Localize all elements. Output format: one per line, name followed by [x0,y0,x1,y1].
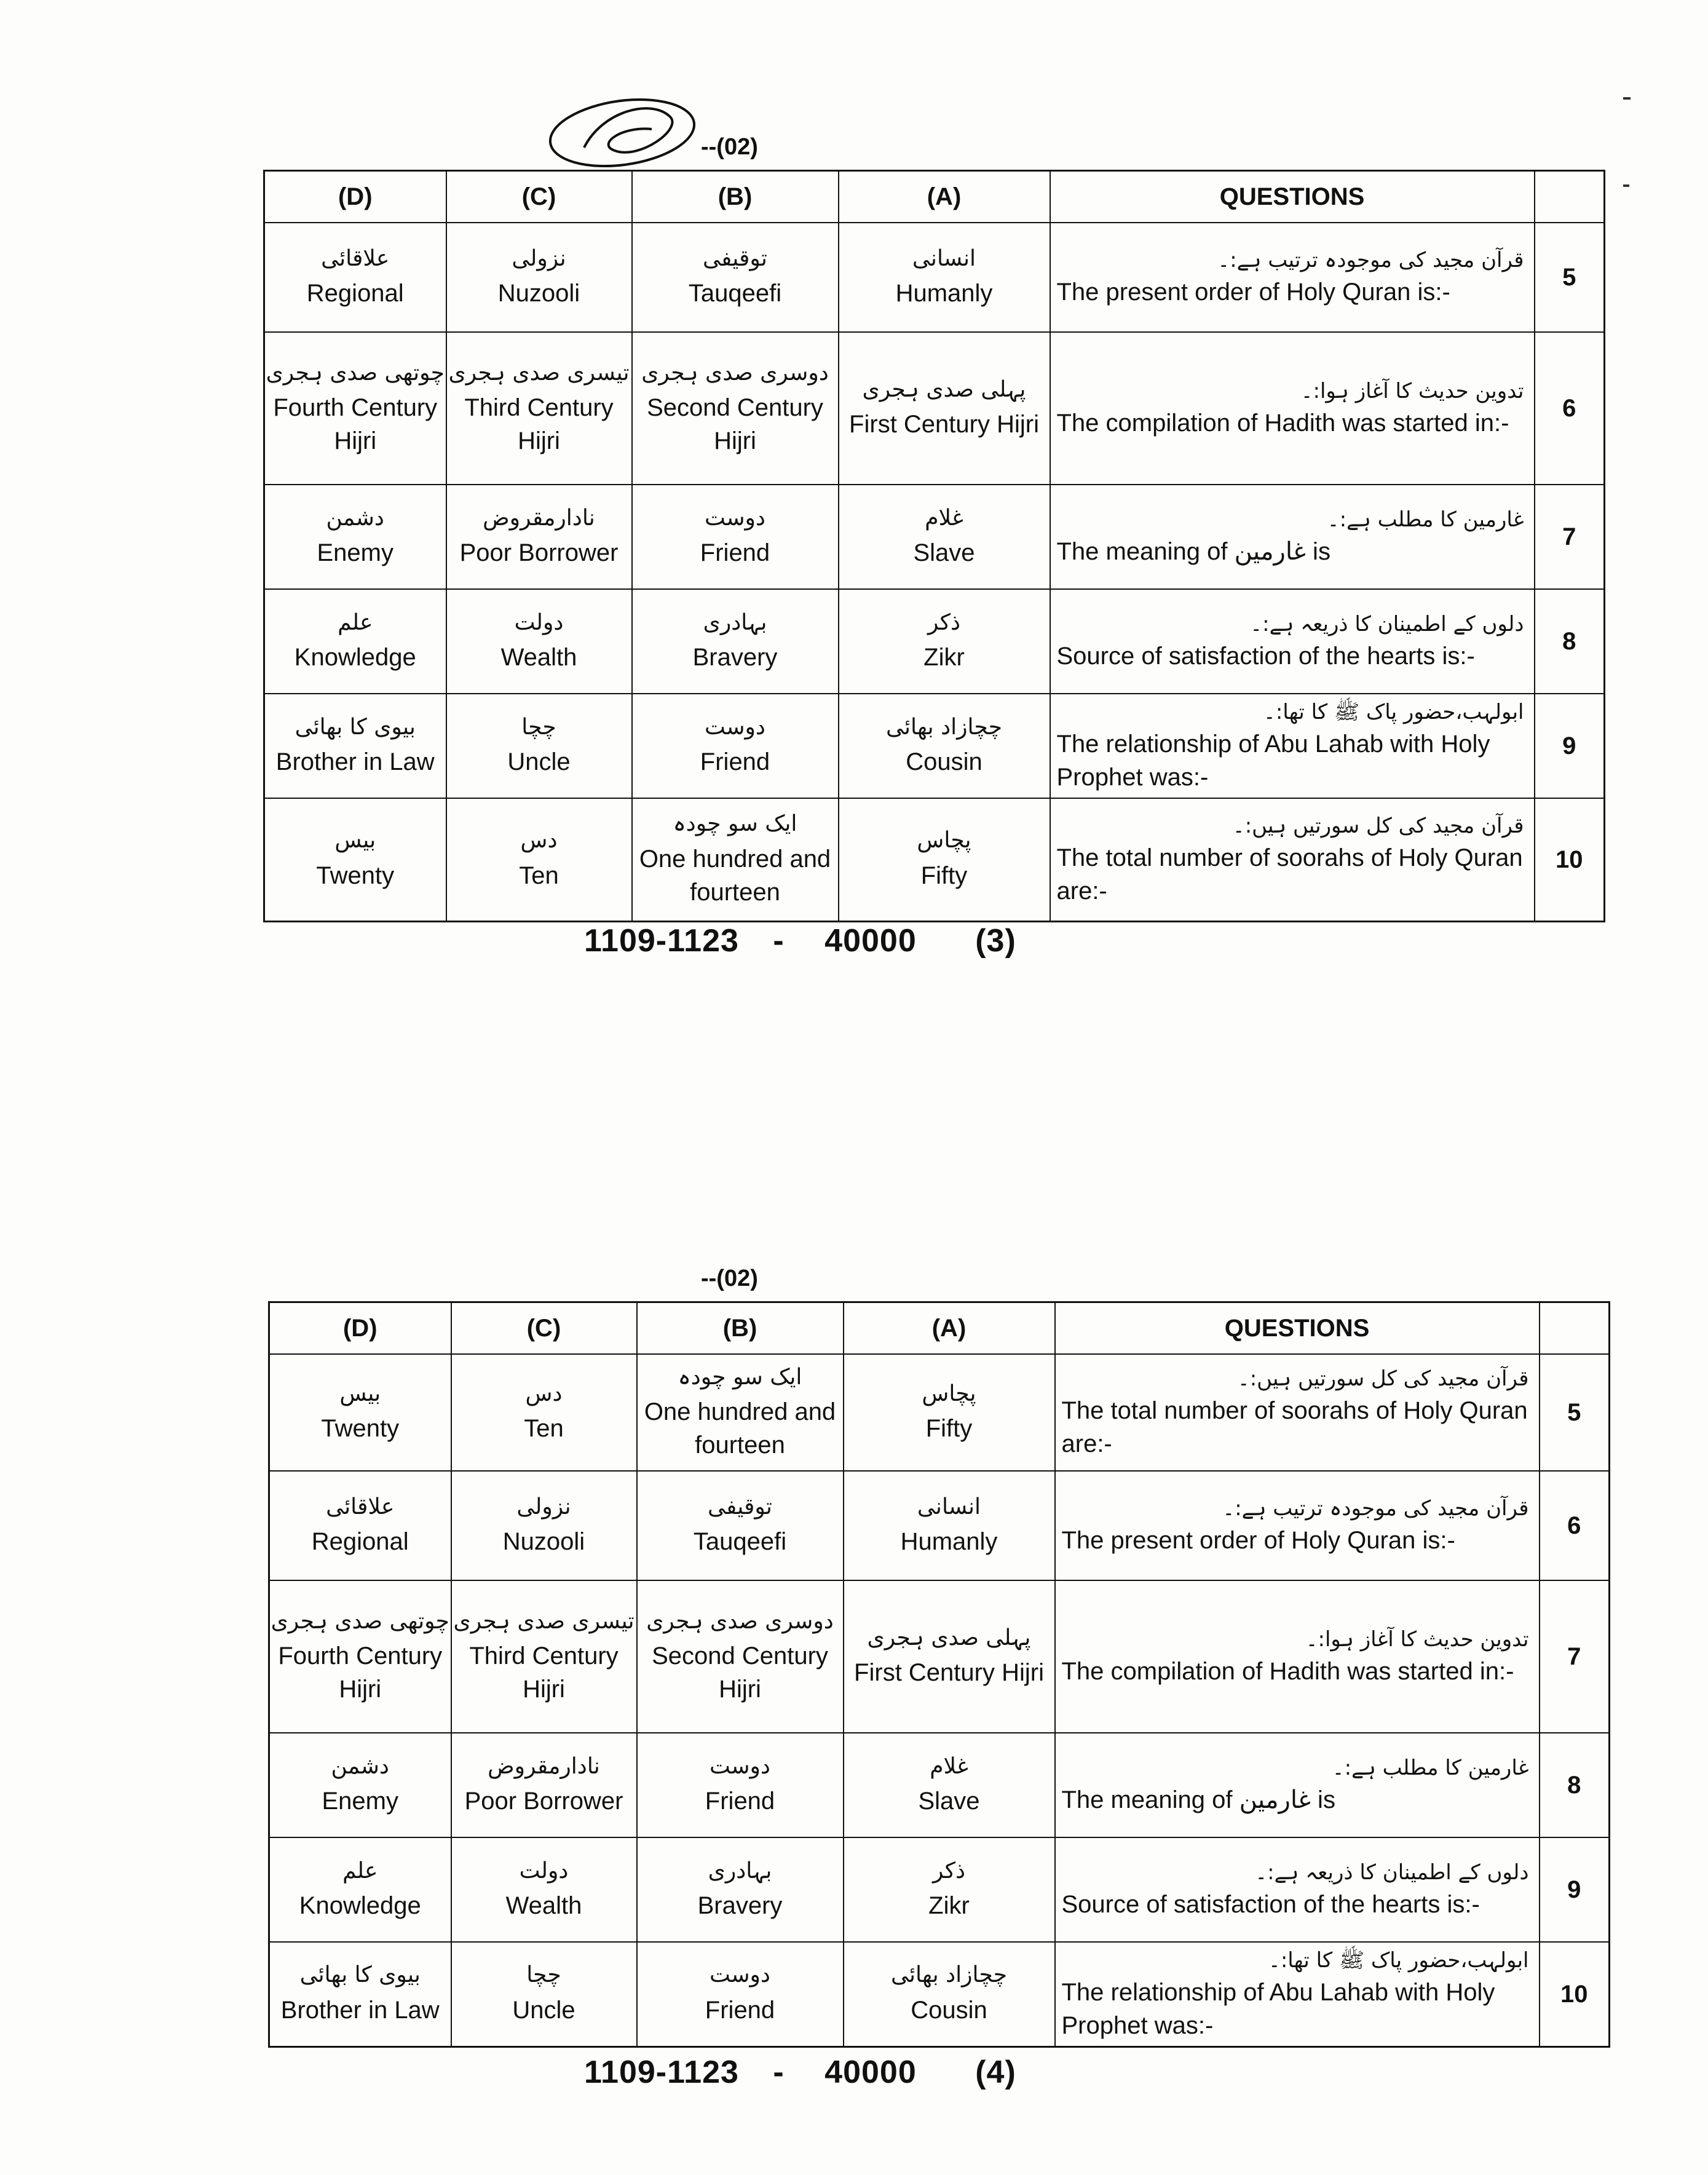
option-d-english: Enemy [317,539,393,567]
question-english: The compilation of Hadith was started in:- [1056,409,1509,437]
paper-code: 1109-1123 [584,2054,739,2090]
option-b-english: Tauqeefi [693,1528,787,1556]
mcq-table [268,1301,1610,2048]
option-b-english: Friend [700,748,770,776]
question-sheet [268,1301,1610,2048]
question-english: The present order of Holy Quran is:- [1056,278,1450,306]
option-a-cell [839,589,1050,694]
question-english: The relationship of Abu Lahab with Holy Prophet was:- [1061,1978,1495,2039]
option-c-english: Poor Borrower [459,539,619,567]
question-urdu: قرآن مجید کی موجودہ ترتیب ہے:۔ [1222,1496,1529,1521]
option-d-english: Regional [311,1528,409,1556]
question-number: 8 [1535,589,1605,694]
table-row [264,798,1605,921]
option-b-urdu: دوست [710,1753,770,1779]
option-a-cell [844,1942,1055,2046]
option-c-english: Ten [519,862,559,890]
option-a-urdu: پچاس [922,1381,976,1406]
question-number: 10 [1535,798,1605,921]
option-b-urdu: بہادری [708,1858,772,1884]
option-c-english: Uncle [512,1997,575,2024]
option-a-english: Fifty [920,862,968,890]
option-a-urdu: پہلی صدی ہجری [867,1625,1031,1650]
option-c-urdu: دس [520,828,558,854]
handwritten-mark-icon [547,92,707,172]
column-header-number [1535,171,1605,223]
question-urdu: قرآن مجید کی کل سورتیں ہیں:۔ [1237,1366,1529,1392]
option-b-cell [637,1942,844,2046]
option-b-english: Tauqeefi [688,280,782,307]
option-a-english: First Century Hijri [854,1659,1044,1687]
option-d-urdu: دشمن [331,1753,389,1779]
option-a-cell [839,223,1050,332]
option-b-english: Friend [705,1788,775,1815]
option-b-english: Second Century Hijri [647,394,823,455]
table-row [264,589,1605,694]
question-urdu: دلوں کے اطمینان کا ذریعہ ہے:۔ [1250,612,1524,637]
option-b-urdu: دوست [705,505,765,531]
option-a-urdu: انسانی [917,1494,981,1519]
option-c-english: Nuzooli [502,1528,585,1556]
sheet-header: --(02) [701,1266,758,1291]
option-b-english: Bravery [692,644,778,672]
option-a-english: Slave [918,1788,980,1815]
option-d-english: Twenty [316,862,395,890]
table-row [264,223,1605,332]
option-c-english: Nuzooli [497,280,580,307]
option-d-urdu: علاقائی [326,1494,395,1519]
option-b-cell [632,589,839,694]
table-row [269,1354,1610,1471]
option-a-english: Cousin [911,1997,987,2024]
question-number: 9 [1535,694,1605,798]
option-d-english: Brother in Law [280,1997,440,2024]
option-a-urdu: غلام [930,1753,968,1779]
option-b-cell [632,798,839,921]
option-d-english: Regional [306,280,404,307]
option-a-english: Humanly [900,1528,998,1556]
option-a-urdu: پچاس [917,828,971,854]
option-a-english: Cousin [906,748,982,776]
option-a-cell [844,1471,1055,1580]
option-c-urdu: دولت [519,1858,569,1884]
question-cell [1050,485,1535,589]
option-a-urdu: غلام [925,505,963,531]
page-number: (3) [975,923,1016,959]
footer-dash: - [773,2054,785,2090]
option-d-urdu: بیس [334,828,376,854]
option-b-cell [632,223,839,332]
sheet-header: --(02) [701,134,758,160]
question-number: 7 [1535,485,1605,589]
option-d-english: Knowledge [299,1892,421,1920]
option-d-cell [269,1580,451,1733]
option-a-english: Fifty [925,1415,973,1443]
column-header-b: (B) [632,171,839,223]
option-b-urdu: ایک سو چودہ [673,811,797,837]
table-row [264,485,1605,589]
question-cell [1050,694,1535,798]
option-b-urdu: دوست [710,1962,770,1988]
option-d-cell [264,694,446,798]
option-c-urdu: تیسری صدی ہجری [448,360,630,386]
option-a-english: Slave [913,539,975,567]
option-c-urdu: دس [525,1381,563,1406]
option-c-english: Wealth [500,644,577,672]
option-b-urdu: توقیفی [708,1494,772,1519]
table-row [264,694,1605,798]
option-c-cell [451,1942,637,2046]
print-count: 40000 [824,923,917,959]
question-english: The meaning of غارمین is [1061,1786,1335,1813]
option-c-cell [451,1471,637,1580]
option-c-cell [446,589,632,694]
option-b-urdu: بہادری [703,609,767,635]
option-a-urdu: چچازاد بھائی [886,714,1002,740]
option-c-cell [451,1733,637,1837]
option-d-urdu: دشمن [326,505,384,531]
page-footer [584,922,1016,959]
question-english: Source of satisfaction of the hearts is:- [1061,1890,1480,1918]
column-header-number [1540,1302,1610,1355]
option-a-urdu: چچازاد بھائی [891,1962,1007,1988]
option-d-urdu: بیس [339,1381,381,1406]
option-d-cell [269,1471,451,1580]
question-number: 9 [1540,1837,1610,1942]
option-b-english: One hundred and fourteen [644,1398,836,1459]
option-b-english: Second Century Hijri [652,1642,828,1703]
option-c-urdu: نادارمقروض [483,505,595,531]
question-cell [1055,1580,1540,1733]
question-english: The total number of soorahs of Holy Quran are:- [1061,1397,1528,1457]
page-number: (4) [975,2054,1016,2090]
paper-code: 1109-1123 [584,923,739,959]
option-c-urdu: نادارمقروض [488,1753,600,1779]
option-c-urdu: دولت [514,609,564,635]
question-cell [1055,1471,1540,1580]
column-header-d: (D) [264,171,446,223]
option-a-urdu: ذکر [927,609,961,635]
option-d-urdu: چوتھی صدی ہجری [266,360,445,386]
option-a-urdu: انسانی [912,245,976,271]
option-b-urdu: دوسری صدی ہجری [646,1608,834,1634]
question-cell [1055,1354,1540,1471]
question-number: 6 [1535,332,1605,485]
option-a-cell [844,1580,1055,1733]
option-c-cell [451,1837,637,1942]
option-c-cell [446,798,632,921]
option-b-urdu: دوسری صدی ہجری [641,360,829,386]
question-sheet [263,170,1605,922]
table-header-row [269,1302,1610,1355]
option-c-urdu: نزولی [516,1494,571,1519]
option-a-urdu: پہلی صدی ہجری [862,376,1026,402]
column-header-a: (A) [839,171,1050,223]
question-cell [1050,798,1535,921]
question-number: 7 [1540,1580,1610,1733]
option-b-english: Friend [705,1997,775,2024]
table-row [269,1580,1610,1733]
option-d-urdu: علاقائی [321,245,390,271]
option-b-urdu: دوست [705,714,765,740]
option-d-urdu: بیوی کا بھائی [295,714,416,740]
question-english: The compilation of Hadith was started in:- [1061,1657,1514,1685]
question-cell [1055,1942,1540,2046]
question-english: The present order of Holy Quran is:- [1061,1526,1455,1554]
option-c-cell [446,694,632,798]
question-cell [1055,1733,1540,1837]
option-d-cell [264,798,446,921]
option-d-urdu: بیوی کا بھائی [299,1962,421,1988]
column-header-a: (A) [844,1302,1055,1355]
option-c-urdu: تیسری صدی ہجری [453,1608,635,1634]
question-urdu: غارمین کا مطلب ہے:۔ [1327,507,1524,533]
question-number: 8 [1540,1733,1610,1837]
option-c-english: Wealth [505,1892,582,1920]
print-count: 40000 [824,2054,917,2090]
option-c-cell [446,485,632,589]
footer-dash: - [773,923,785,959]
column-header-questions: QUESTIONS [1055,1302,1540,1355]
option-d-cell [264,332,446,485]
question-cell [1050,223,1535,332]
question-urdu: ابولہب،حضور پاک ﷺ کا تھا:۔ [1268,1947,1529,1973]
margin-mark [1623,184,1629,187]
question-cell [1050,332,1535,485]
table-row [269,1837,1610,1942]
option-b-english: Friend [700,539,770,567]
option-b-cell [637,1354,844,1471]
option-b-cell [632,332,839,485]
option-d-english: Fourth Century Hijri [278,1642,443,1703]
option-d-english: Twenty [321,1415,400,1443]
column-header-c: (C) [451,1302,637,1355]
option-d-cell [264,485,446,589]
question-cell [1050,589,1535,694]
option-d-english: Knowledge [294,644,416,672]
option-a-cell [844,1837,1055,1942]
option-c-english: Ten [524,1415,564,1443]
option-d-cell [269,1354,451,1471]
option-c-cell [446,332,632,485]
option-d-cell [269,1942,451,2046]
option-d-cell [269,1837,451,1942]
question-number: 5 [1540,1354,1610,1471]
table-header-row [264,171,1605,223]
option-c-cell [451,1580,637,1733]
mcq-table [263,170,1605,922]
option-a-cell [839,332,1050,485]
option-d-urdu: علم [338,609,373,635]
column-header-d: (D) [269,1302,451,1355]
question-english: The meaning of غارمین is [1056,537,1330,565]
question-number: 10 [1540,1942,1610,2046]
option-b-cell [632,485,839,589]
option-d-cell [269,1733,451,1837]
option-c-urdu: چچا [521,714,556,740]
option-a-english: Zikr [928,1892,970,1920]
option-c-english: Third Century Hijri [464,394,614,455]
question-english: The total number of soorahs of Holy Quran are:- [1056,844,1523,905]
question-urdu: قرآن مجید کی کل سورتیں ہیں:۔ [1232,813,1524,838]
option-a-cell [839,798,1050,921]
option-c-english: Third Century Hijri [469,1642,619,1703]
option-b-cell [637,1580,844,1733]
question-cell [1055,1837,1540,1942]
table-row [269,1471,1610,1580]
option-c-english: Uncle [507,748,571,776]
page-footer [584,2054,1016,2091]
option-d-english: Fourth Century Hijri [273,394,438,455]
column-header-c: (C) [446,171,632,223]
margin-mark [1623,97,1631,100]
table-row [264,332,1605,485]
option-a-cell [839,694,1050,798]
option-a-urdu: ذکر [932,1858,966,1884]
question-urdu: تدوین حدیث کا آغاز ہوا:۔ [1300,379,1524,404]
option-d-english: Brother in Law [275,748,435,776]
option-d-urdu: علم [342,1858,378,1884]
option-b-cell [637,1837,844,1942]
option-b-english: One hundred and fourteen [639,846,831,906]
question-urdu: ابولہب،حضور پاک ﷺ کا تھا:۔ [1263,700,1524,725]
column-header-b: (B) [637,1302,844,1355]
question-number: 6 [1540,1471,1610,1580]
question-english: The relationship of Abu Lahab with Holy Prophet was:- [1056,730,1490,791]
option-c-english: Poor Borrower [464,1788,623,1815]
question-urdu: دلوں کے اطمینان کا ذریعہ ہے:۔ [1255,1860,1529,1885]
column-header-questions: QUESTIONS [1050,171,1535,223]
option-c-cell [451,1354,637,1471]
option-d-english: Enemy [322,1788,398,1815]
option-a-cell [844,1733,1055,1837]
option-b-english: Bravery [697,1892,783,1920]
option-a-cell [844,1354,1055,1471]
option-a-english: First Century Hijri [849,411,1039,438]
option-b-cell [637,1471,844,1580]
option-c-cell [446,223,632,332]
option-c-urdu: نزولی [512,245,566,271]
option-b-urdu: توقیفی [703,245,767,271]
option-d-cell [264,589,446,694]
option-a-english: Zikr [923,644,965,672]
question-urdu: غارمین کا مطلب ہے:۔ [1332,1756,1529,1781]
question-urdu: قرآن مجید کی موجودہ ترتیب ہے:۔ [1217,248,1524,273]
option-b-urdu: ایک سو چودہ [678,1364,802,1390]
option-a-english: Humanly [895,280,993,307]
question-number: 5 [1535,223,1605,332]
option-b-cell [637,1733,844,1837]
question-english: Source of satisfaction of the hearts is:- [1056,642,1475,670]
table-row [269,1942,1610,2046]
question-urdu: تدوین حدیث کا آغاز ہوا:۔ [1305,1627,1529,1652]
option-a-cell [839,485,1050,589]
option-b-cell [632,694,839,798]
table-row [269,1733,1610,1837]
option-d-cell [264,223,446,332]
option-c-urdu: چچا [526,1962,561,1988]
option-d-urdu: چوتھی صدی ہجری [271,1608,449,1634]
